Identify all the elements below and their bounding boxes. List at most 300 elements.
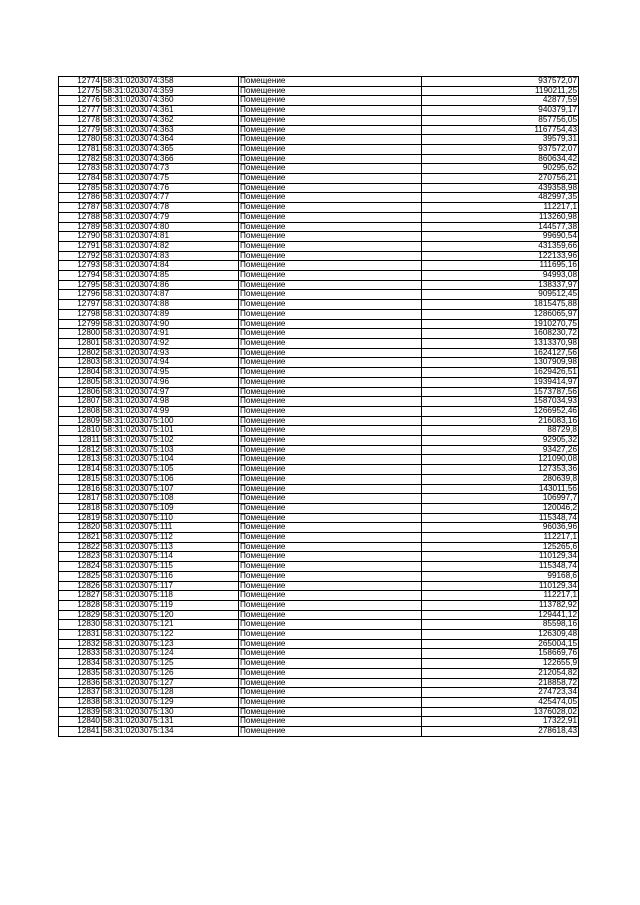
- row-number-cell: 12839: [59, 707, 102, 717]
- cadastral-number-cell: 58:31:0203074:88: [102, 300, 239, 310]
- object-type-cell: Помещение: [239, 513, 422, 523]
- row-number-cell: 12811: [59, 436, 102, 446]
- object-type-cell: Помещение: [239, 436, 422, 446]
- row-number-cell: 12827: [59, 591, 102, 601]
- object-type-cell: Помещение: [239, 610, 422, 620]
- row-number-cell: 12821: [59, 533, 102, 543]
- row-number-cell: 12831: [59, 630, 102, 640]
- cadastral-value-cell: 96036,96: [422, 523, 579, 533]
- row-number-cell: 12808: [59, 406, 102, 416]
- table-row: [59, 562, 579, 572]
- cadastral-value-cell: 122133,96: [422, 251, 579, 261]
- cadastral-value-cell: 940379,17: [422, 106, 579, 116]
- table-row: [59, 571, 579, 581]
- cadastral-number-cell: 58:31:0203075:129: [102, 698, 239, 708]
- table-row: [59, 319, 579, 329]
- table-row: [59, 698, 579, 708]
- object-type-cell: Помещение: [239, 591, 422, 601]
- table-row: [59, 494, 579, 504]
- row-number-cell: 12819: [59, 513, 102, 523]
- cadastral-value-cell: 1573787,56: [422, 387, 579, 397]
- cadastral-value-cell: 1815475,88: [422, 300, 579, 310]
- object-type-cell: Помещение: [239, 106, 422, 116]
- cadastral-number-cell: 58:31:0203074:90: [102, 319, 239, 329]
- cadastral-value-cell: 270756,21: [422, 174, 579, 184]
- row-number-cell: 12793: [59, 261, 102, 271]
- row-number-cell: 12815: [59, 474, 102, 484]
- object-type-cell: Помещение: [239, 620, 422, 630]
- table-row: [59, 174, 579, 184]
- row-number-cell: 12777: [59, 106, 102, 116]
- cadastral-value-cell: 1910270,75: [422, 319, 579, 329]
- object-type-cell: Помещение: [239, 474, 422, 484]
- cadastral-value-cell: 1608230,72: [422, 329, 579, 339]
- table-row: [59, 707, 579, 717]
- table-row: [59, 183, 579, 193]
- table-row: [59, 727, 579, 737]
- row-number-cell: 12838: [59, 698, 102, 708]
- object-type-cell: Помещение: [239, 319, 422, 329]
- cadastral-number-cell: 58:31:0203074:95: [102, 368, 239, 378]
- cadastral-value-cell: 1266952,46: [422, 406, 579, 416]
- cadastral-value-cell: 113260,98: [422, 212, 579, 222]
- cadastral-number-cell: 58:31:0203074:82: [102, 241, 239, 251]
- object-type-cell: Помещение: [239, 154, 422, 164]
- table-row: [59, 533, 579, 543]
- row-number-cell: 12832: [59, 639, 102, 649]
- cadastral-value-cell: 158669,76: [422, 649, 579, 659]
- object-type-cell: Помещение: [239, 280, 422, 290]
- table-row: [59, 474, 579, 484]
- cadastral-number-cell: 58:31:0203074:81: [102, 232, 239, 242]
- cadastral-number-cell: 58:31:0203074:360: [102, 96, 239, 106]
- table-row: [59, 445, 579, 455]
- table-row: [59, 348, 579, 358]
- table-row: [59, 261, 579, 271]
- cadastral-value-cell: 1313370,98: [422, 338, 579, 348]
- cadastral-number-cell: 58:31:0203075:104: [102, 455, 239, 465]
- table-row: [59, 668, 579, 678]
- object-type-cell: Помещение: [239, 523, 422, 533]
- cadastral-number-cell: 58:31:0203074:85: [102, 271, 239, 281]
- object-type-cell: Помещение: [239, 571, 422, 581]
- object-type-cell: Помещение: [239, 503, 422, 513]
- table-row: [59, 106, 579, 116]
- cadastral-value-cell: 110129,34: [422, 552, 579, 562]
- object-type-cell: Помещение: [239, 387, 422, 397]
- object-type-cell: Помещение: [239, 338, 422, 348]
- cadastral-number-cell: 58:31:0203074:98: [102, 397, 239, 407]
- cadastral-number-cell: 58:31:0203074:73: [102, 164, 239, 174]
- row-number-cell: 12774: [59, 77, 102, 87]
- table-row: [59, 271, 579, 281]
- table-row: [59, 630, 579, 640]
- cadastral-number-cell: 58:31:0203075:115: [102, 562, 239, 572]
- cadastral-value-cell: 1286065,97: [422, 309, 579, 319]
- table-row: [59, 300, 579, 310]
- cadastral-number-cell: 58:31:0203074:363: [102, 125, 239, 135]
- table-row: [59, 338, 579, 348]
- row-number-cell: 12824: [59, 562, 102, 572]
- cadastral-value-cell: 1624127,56: [422, 348, 579, 358]
- row-number-cell: 12814: [59, 465, 102, 475]
- cadastral-number-cell: 58:31:0203074:99: [102, 406, 239, 416]
- table-row: [59, 639, 579, 649]
- object-type-cell: Помещение: [239, 212, 422, 222]
- cadastral-number-cell: 58:31:0203074:91: [102, 329, 239, 339]
- object-type-cell: Помещение: [239, 630, 422, 640]
- object-type-cell: Помещение: [239, 174, 422, 184]
- row-number-cell: 12799: [59, 319, 102, 329]
- cadastral-value-cell: 278618,43: [422, 727, 579, 737]
- table-row: [59, 620, 579, 630]
- table-row: [59, 513, 579, 523]
- cadastral-number-cell: 58:31:0203074:84: [102, 261, 239, 271]
- cadastral-value-cell: 274723,34: [422, 688, 579, 698]
- cadastral-value-cell: 425474,05: [422, 698, 579, 708]
- cadastral-value-cell: 112217,1: [422, 203, 579, 213]
- object-type-cell: Помещение: [239, 125, 422, 135]
- row-number-cell: 12795: [59, 280, 102, 290]
- object-type-cell: Помещение: [239, 348, 422, 358]
- table-row: [59, 290, 579, 300]
- table-row: [59, 241, 579, 251]
- table-row: [59, 387, 579, 397]
- cadastral-number-cell: 58:31:0203074:80: [102, 222, 239, 232]
- object-type-cell: Помещение: [239, 416, 422, 426]
- cadastral-number-cell: 58:31:0203074:93: [102, 348, 239, 358]
- row-number-cell: 12836: [59, 678, 102, 688]
- cadastral-number-cell: 58:31:0203074:87: [102, 290, 239, 300]
- object-type-cell: Помещение: [239, 678, 422, 688]
- object-type-cell: Помещение: [239, 368, 422, 378]
- cadastral-value-cell: 212054,82: [422, 668, 579, 678]
- table-row: [59, 542, 579, 552]
- row-number-cell: 12807: [59, 397, 102, 407]
- table-row: [59, 484, 579, 494]
- cadastral-number-cell: 58:31:0203075:130: [102, 707, 239, 717]
- cadastral-value-cell: 110129,34: [422, 581, 579, 591]
- table-row: [59, 581, 579, 591]
- cadastral-number-cell: 58:31:0203075:116: [102, 571, 239, 581]
- object-type-cell: Помещение: [239, 562, 422, 572]
- row-number-cell: 12834: [59, 659, 102, 669]
- object-type-cell: Помещение: [239, 222, 422, 232]
- cadastral-value-cell: 94993,08: [422, 271, 579, 281]
- table-row: [59, 309, 579, 319]
- object-type-cell: Помещение: [239, 688, 422, 698]
- cadastral-value-cell: 138337,97: [422, 280, 579, 290]
- cadastral-number-cell: 58:31:0203074:92: [102, 338, 239, 348]
- cadastral-value-cell: 1629426,51: [422, 368, 579, 378]
- row-number-cell: 12778: [59, 115, 102, 125]
- row-number-cell: 12797: [59, 300, 102, 310]
- cadastral-value-cell: 93427,26: [422, 445, 579, 455]
- row-number-cell: 12803: [59, 358, 102, 368]
- cadastral-number-cell: 58:31:0203075:101: [102, 426, 239, 436]
- cadastral-value-cell: 1587034,93: [422, 397, 579, 407]
- cadastral-number-cell: 58:31:0203075:105: [102, 465, 239, 475]
- table-row: [59, 86, 579, 96]
- cadastral-value-cell: 17322,91: [422, 717, 579, 727]
- cadastral-value-cell: 90295,62: [422, 164, 579, 174]
- cadastral-number-cell: 58:31:0203074:364: [102, 135, 239, 145]
- cadastral-value-cell: 112217,1: [422, 591, 579, 601]
- cadastral-value-cell: 121090,08: [422, 455, 579, 465]
- cadastral-number-cell: 58:31:0203074:94: [102, 358, 239, 368]
- cadastral-value-cell: 1190211,25: [422, 86, 579, 96]
- row-number-cell: 12779: [59, 125, 102, 135]
- table-row: [59, 144, 579, 154]
- table-row: [59, 406, 579, 416]
- row-number-cell: 12828: [59, 600, 102, 610]
- cadastral-number-cell: 58:31:0203075:102: [102, 436, 239, 446]
- row-number-cell: 12840: [59, 717, 102, 727]
- cadastral-value-cell: 120046,2: [422, 503, 579, 513]
- table-row: [59, 717, 579, 727]
- cadastral-value-cell: 99168,6: [422, 571, 579, 581]
- row-number-cell: 12790: [59, 232, 102, 242]
- cadastral-value-cell: 439358,98: [422, 183, 579, 193]
- cadastral-number-cell: 58:31:0203074:76: [102, 183, 239, 193]
- cadastral-value-cell: 937572,07: [422, 77, 579, 87]
- cadastral-value-cell: 1167754,43: [422, 125, 579, 135]
- row-number-cell: 12837: [59, 688, 102, 698]
- table-row: [59, 503, 579, 513]
- row-number-cell: 12802: [59, 348, 102, 358]
- cadastral-number-cell: 58:31:0203074:361: [102, 106, 239, 116]
- row-number-cell: 12820: [59, 523, 102, 533]
- row-number-cell: 12792: [59, 251, 102, 261]
- cadastral-value-cell: 937572,07: [422, 144, 579, 154]
- cadastral-value-cell: 125265,6: [422, 542, 579, 552]
- row-number-cell: 12841: [59, 727, 102, 737]
- table-row: [59, 377, 579, 387]
- cadastral-value-cell: 857756,05: [422, 115, 579, 125]
- cadastral-value-cell: 111695,16: [422, 261, 579, 271]
- table-row: [59, 135, 579, 145]
- object-type-cell: Помещение: [239, 183, 422, 193]
- object-type-cell: Помещение: [239, 600, 422, 610]
- row-number-cell: 12812: [59, 445, 102, 455]
- row-number-cell: 12800: [59, 329, 102, 339]
- table-row: [59, 125, 579, 135]
- cadastral-value-cell: 218858,72: [422, 678, 579, 688]
- row-number-cell: 12798: [59, 309, 102, 319]
- object-type-cell: Помещение: [239, 455, 422, 465]
- cadastral-number-cell: 58:31:0203074:89: [102, 309, 239, 319]
- table-row: [59, 552, 579, 562]
- cadastral-number-cell: 58:31:0203075:112: [102, 533, 239, 543]
- row-number-cell: 12816: [59, 484, 102, 494]
- table-row: [59, 251, 579, 261]
- cadastral-number-cell: 58:31:0203074:366: [102, 154, 239, 164]
- cadastral-number-cell: 58:31:0203075:103: [102, 445, 239, 455]
- object-type-cell: Помещение: [239, 329, 422, 339]
- cadastral-number-cell: 58:31:0203075:108: [102, 494, 239, 504]
- row-number-cell: 12789: [59, 222, 102, 232]
- object-type-cell: Помещение: [239, 494, 422, 504]
- row-number-cell: 12782: [59, 154, 102, 164]
- table-row: [59, 212, 579, 222]
- cadastral-value-cell: 1307909,98: [422, 358, 579, 368]
- row-number-cell: 12780: [59, 135, 102, 145]
- row-number-cell: 12826: [59, 581, 102, 591]
- row-number-cell: 12784: [59, 174, 102, 184]
- table-row: [59, 649, 579, 659]
- object-type-cell: Помещение: [239, 77, 422, 87]
- cadastral-value-cell: 909512,45: [422, 290, 579, 300]
- cadastral-number-cell: 58:31:0203074:97: [102, 387, 239, 397]
- cadastral-value-cell: 92905,32: [422, 436, 579, 446]
- cadastral-value-cell: 106997,7: [422, 494, 579, 504]
- table-row: [59, 77, 579, 87]
- object-type-cell: Помещение: [239, 698, 422, 708]
- cadastral-value-cell: 115348,74: [422, 513, 579, 523]
- object-type-cell: Помещение: [239, 241, 422, 251]
- table-row: [59, 329, 579, 339]
- row-number-cell: 12833: [59, 649, 102, 659]
- cadastral-number-cell: 58:31:0203075:121: [102, 620, 239, 630]
- cadastral-number-cell: 58:31:0203074:77: [102, 193, 239, 203]
- table-row: [59, 610, 579, 620]
- table-row: [59, 416, 579, 426]
- object-type-cell: Помещение: [239, 251, 422, 261]
- cadastral-number-cell: 58:31:0203074:86: [102, 280, 239, 290]
- table-row: [59, 465, 579, 475]
- row-number-cell: 12813: [59, 455, 102, 465]
- row-number-cell: 12776: [59, 96, 102, 106]
- cadastral-number-cell: 58:31:0203075:113: [102, 542, 239, 552]
- object-type-cell: Помещение: [239, 232, 422, 242]
- row-number-cell: 12788: [59, 212, 102, 222]
- cadastral-value-cell: 216083,16: [422, 416, 579, 426]
- cadastral-number-cell: 58:31:0203074:365: [102, 144, 239, 154]
- cadastral-number-cell: 58:31:0203075:106: [102, 474, 239, 484]
- cadastral-value-cell: 127353,36: [422, 465, 579, 475]
- row-number-cell: 12804: [59, 368, 102, 378]
- table-row: [59, 426, 579, 436]
- cadastral-number-cell: 58:31:0203075:122: [102, 630, 239, 640]
- row-number-cell: 12822: [59, 542, 102, 552]
- object-type-cell: Помещение: [239, 290, 422, 300]
- cadastral-number-cell: 58:31:0203075:131: [102, 717, 239, 727]
- object-type-cell: Помещение: [239, 96, 422, 106]
- object-type-cell: Помещение: [239, 668, 422, 678]
- cadastral-number-cell: 58:31:0203075:134: [102, 727, 239, 737]
- row-number-cell: 12830: [59, 620, 102, 630]
- row-number-cell: 12787: [59, 203, 102, 213]
- table-row: [59, 203, 579, 213]
- object-type-cell: Помещение: [239, 445, 422, 455]
- row-number-cell: 12781: [59, 144, 102, 154]
- cadastral-number-cell: 58:31:0203075:117: [102, 581, 239, 591]
- cadastral-number-cell: 58:31:0203075:107: [102, 484, 239, 494]
- table-row: [59, 688, 579, 698]
- cadastral-value-cell: 115348,74: [422, 562, 579, 572]
- object-type-cell: Помещение: [239, 406, 422, 416]
- object-type-cell: Помещение: [239, 271, 422, 281]
- row-number-cell: 12818: [59, 503, 102, 513]
- object-type-cell: Помещение: [239, 542, 422, 552]
- row-number-cell: 12829: [59, 610, 102, 620]
- cadastral-value-cell: 42877,59: [422, 96, 579, 106]
- cadastral-number-cell: 58:31:0203075:110: [102, 513, 239, 523]
- object-type-cell: Помещение: [239, 164, 422, 174]
- object-type-cell: Помещение: [239, 465, 422, 475]
- row-number-cell: 12806: [59, 387, 102, 397]
- table-row: [59, 358, 579, 368]
- object-type-cell: Помещение: [239, 649, 422, 659]
- cadastral-value-cell: 85598,16: [422, 620, 579, 630]
- cadastral-number-cell: 58:31:0203074:358: [102, 77, 239, 87]
- cadastral-value-cell: 860634,42: [422, 154, 579, 164]
- cadastral-value-cell: 482997,35: [422, 193, 579, 203]
- row-number-cell: 12825: [59, 571, 102, 581]
- object-type-cell: Помещение: [239, 261, 422, 271]
- object-type-cell: Помещение: [239, 659, 422, 669]
- cadastral-number-cell: 58:31:0203075:124: [102, 649, 239, 659]
- cadastral-value-cell: 113782,92: [422, 600, 579, 610]
- cadastral-number-cell: 58:31:0203074:83: [102, 251, 239, 261]
- object-type-cell: Помещение: [239, 397, 422, 407]
- cadastral-number-cell: 58:31:0203074:359: [102, 86, 239, 96]
- cadastral-value-cell: 129441,12: [422, 610, 579, 620]
- cadastral-number-cell: 58:31:0203075:128: [102, 688, 239, 698]
- cadastral-number-cell: 58:31:0203075:127: [102, 678, 239, 688]
- table-row: [59, 115, 579, 125]
- row-number-cell: 12785: [59, 183, 102, 193]
- object-type-cell: Помещение: [239, 300, 422, 310]
- cadastral-number-cell: 58:31:0203074:362: [102, 115, 239, 125]
- row-number-cell: 12805: [59, 377, 102, 387]
- cadastral-value-cell: 431359,66: [422, 241, 579, 251]
- table-row: [59, 193, 579, 203]
- row-number-cell: 12786: [59, 193, 102, 203]
- cadastral-value-cell: 265004,15: [422, 639, 579, 649]
- cadastral-value-cell: 1376028,02: [422, 707, 579, 717]
- cadastral-number-cell: 58:31:0203075:109: [102, 503, 239, 513]
- cadastral-number-cell: 58:31:0203074:79: [102, 212, 239, 222]
- cadastral-number-cell: 58:31:0203075:123: [102, 639, 239, 649]
- object-type-cell: Помещение: [239, 639, 422, 649]
- table-row: [59, 678, 579, 688]
- cadastral-number-cell: 58:31:0203075:100: [102, 416, 239, 426]
- object-type-cell: Помещение: [239, 707, 422, 717]
- table-row: [59, 96, 579, 106]
- cadastral-number-cell: 58:31:0203075:111: [102, 523, 239, 533]
- cadastral-value-cell: 39579,31: [422, 135, 579, 145]
- cadastral-value-cell: 143011,56: [422, 484, 579, 494]
- table-row: [59, 164, 579, 174]
- cadastral-value-cell: 122655,9: [422, 659, 579, 669]
- table-body: [59, 77, 579, 737]
- table-row: [59, 368, 579, 378]
- table-row: [59, 600, 579, 610]
- cadastral-number-cell: 58:31:0203074:96: [102, 377, 239, 387]
- cadastral-number-cell: 58:31:0203075:114: [102, 552, 239, 562]
- row-number-cell: 12791: [59, 241, 102, 251]
- object-type-cell: Помещение: [239, 727, 422, 737]
- object-type-cell: Помещение: [239, 484, 422, 494]
- object-type-cell: Помещение: [239, 203, 422, 213]
- table-row: [59, 659, 579, 669]
- cadastral-value-cell: 126309,48: [422, 630, 579, 640]
- row-number-cell: 12810: [59, 426, 102, 436]
- cadastral-number-cell: 58:31:0203075:118: [102, 591, 239, 601]
- object-type-cell: Помещение: [239, 115, 422, 125]
- table-row: [59, 397, 579, 407]
